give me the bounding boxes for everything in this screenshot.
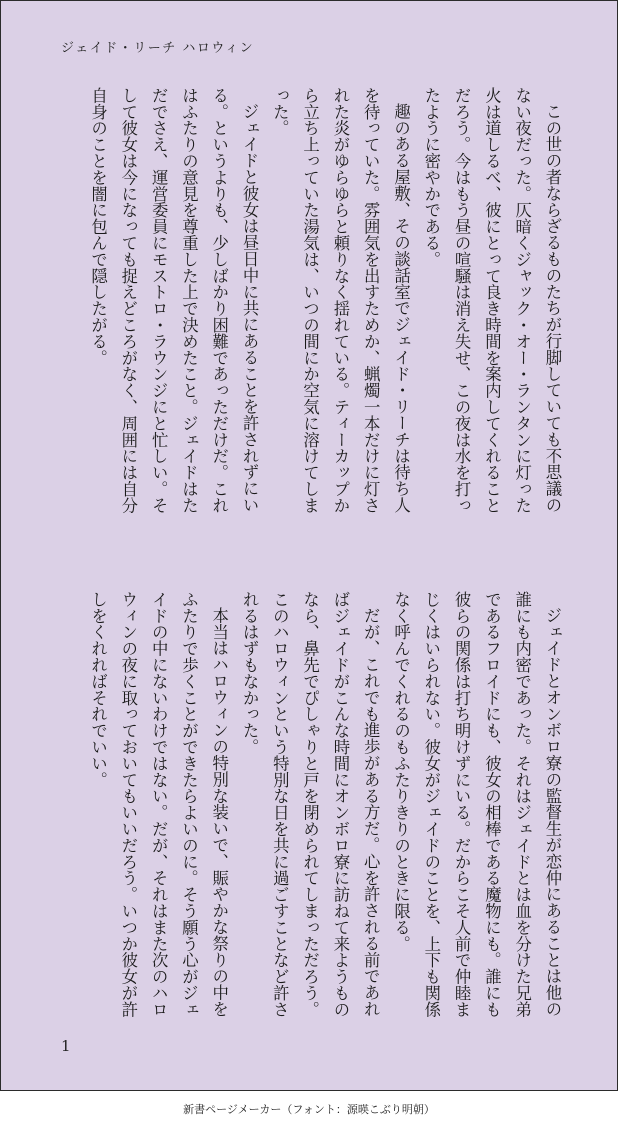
running-header: ジェイド・リーチ ハロウィン (61, 41, 255, 56)
paragraph: この世の者ならざるものたちが行脚していても不思議のない夜だった。仄暗くジャック・オー・ランタンに灯った火は道しるべ、彼にとって良き時間を案内してくれることだろう。今はもう昼の喧騒は消え失せ、この夜は水を打ったように密やかである。 (421, 87, 562, 514)
page-number: 1 (61, 1037, 71, 1055)
paragraph: だが、これでも進歩がある方だ。心を許される前であればジェイドがこんな時間にオンボロ寮に訪ねて来ようものなら、鼻先でぴしゃりと戸を閉められてしまっただろう。このハロウィンという特別な日を共に過ごすことなど許されるはずもなかった。 (240, 591, 381, 1018)
paragraph: ジェイドとオンボロ寮の監督生が恋仲にあることは他の誰にも内密であった。それはジェイドとは血を分けた兄弟であるフロイドにも、彼女の相棒である魔物にも。誰にも彼らの関係は打ち明けずにいる。だからこそ人前で仲睦まじくはいられない。彼女がジェイドのことを、上下も関係なく呼んでくれるのもふたりきりのときに限る。 (391, 591, 562, 1018)
paragraph: ジェイドと彼女は昼日中に共にあることを許されずにいる。というよりも、少しばかり困難であっただけだ。これはふたりの意見を尊重した上で決めたこと。ジェイドはただでさえ、運営委員にモストロ・ラウンジにと忙しい。そして彼女は今になっても捉えどころがなく、周囲には自分自身のことを闇に包んで隠したがる。 (88, 87, 260, 514)
text-block-top (82, 87, 567, 527)
paragraph: 本当はハロウィンの特別な装いで、賑やかな祭りの中をふたりで歩くことができたらよいのに。そう願う心がジェイドの中にないわけではない。だが、それはまた次のハロウィンの夜に取っておいてもいいだろう。いつか彼女が許しをくれればそれでいい。 (88, 591, 229, 1018)
paragraph: 趣のある屋敷、その談話室でジェイド・リーチは待ち人を待っていた。雰囲気を出すためか、蝋燭一本だけに灯された炎がゆらゆらと頼りなく揺れている。ティーカップから立ち上っていた湯気は、いつの間にか空気に溶けてしまった。 (270, 87, 411, 514)
text-block-bottom (82, 591, 567, 1031)
footer-credit: 新書ページメーカー（フォント：源暎こぶり明朝） (183, 1103, 435, 1116)
